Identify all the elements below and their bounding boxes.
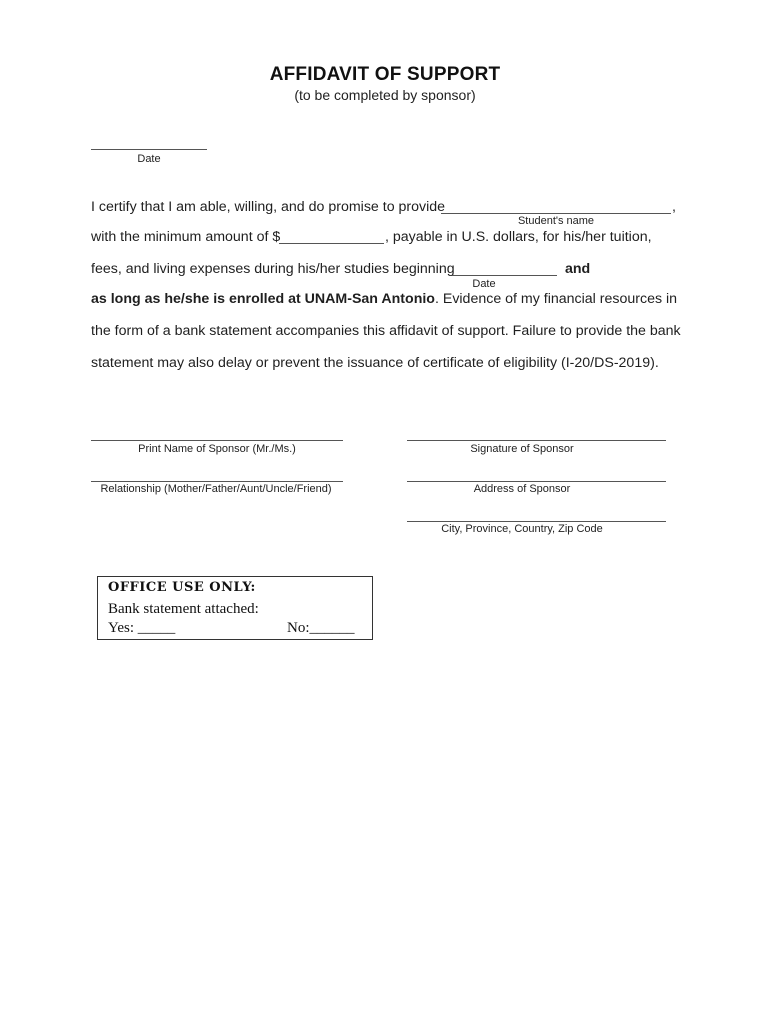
address-label: Address of Sponsor xyxy=(473,483,571,495)
student-name-line[interactable] xyxy=(441,213,671,214)
print-name-line[interactable] xyxy=(91,440,343,441)
enrolled-bold-text: as long as he/she is enrolled at UNAM-San Antonio xyxy=(91,291,435,307)
signature-line[interactable] xyxy=(407,440,666,441)
begin-date-label: Date xyxy=(472,278,496,290)
bank-statement-attached-label: Bank statement attached: xyxy=(108,601,259,617)
no-field[interactable]: No:______ xyxy=(287,620,355,636)
fees-text: fees, and living expenses during his/her studies beginning xyxy=(91,261,455,277)
bank-statement-text: the form of a bank statement accompanies this affidavit of support. Failure to provide the bank xyxy=(91,323,681,339)
relationship-label: Relationship (Mother/Father/Aunt/Uncle/Friend) xyxy=(100,483,332,495)
payable-text: , payable in U.S. dollars, for his/her tuition, xyxy=(385,229,652,245)
and-text: and xyxy=(565,261,591,277)
student-name-label: Student's name xyxy=(517,215,595,227)
print-name-label: Print Name of Sponsor (Mr./Ms.) xyxy=(138,443,296,455)
begin-date-line[interactable] xyxy=(452,275,557,276)
signature-label: Signature of Sponsor xyxy=(470,443,574,455)
amount-line[interactable] xyxy=(279,243,384,244)
enrolled-line xyxy=(91,291,677,307)
amount-text: with the minimum amount of $ xyxy=(91,229,281,245)
city-line[interactable] xyxy=(407,521,666,522)
certify-comma: , xyxy=(672,199,676,215)
date-line[interactable] xyxy=(91,149,207,150)
address-line[interactable] xyxy=(407,481,666,482)
document-subtitle: (to be completed by sponsor) xyxy=(294,87,476,103)
yes-field[interactable]: Yes: _____ xyxy=(108,620,176,636)
city-label: City, Province, Country, Zip Code xyxy=(441,523,603,535)
certify-text: I certify that I am able, willing, and do promise to provide xyxy=(91,199,446,215)
relationship-line[interactable] xyxy=(91,481,343,482)
document-title: AFFIDAVIT OF SUPPORT xyxy=(269,64,501,85)
date-label: Date xyxy=(137,153,161,165)
eligibility-text: statement may also delay or prevent the issuance of certificate of eligibility (I-20/DS-2019). xyxy=(91,355,659,371)
evidence-text: . Evidence of my financial resources in xyxy=(434,291,678,307)
office-use-title: OFFICE USE ONLY: xyxy=(108,580,256,595)
